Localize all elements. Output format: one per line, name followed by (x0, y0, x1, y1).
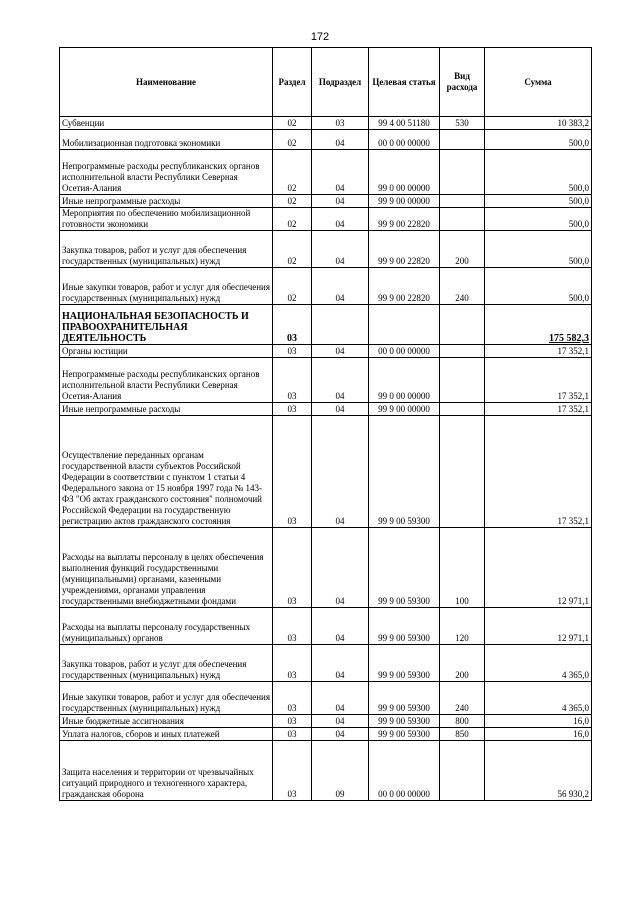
row-section: 02 (273, 231, 312, 268)
row-sum: 500,0 (485, 150, 592, 195)
row-expense-type: 200 (440, 231, 485, 268)
header-sum: Сумма (485, 48, 592, 117)
row-sum: 500,0 (485, 231, 592, 268)
row-section: 02 (273, 208, 312, 231)
row-section: 03 (273, 608, 312, 645)
table-row (60, 117, 592, 130)
row-subsection: 04 (312, 682, 369, 715)
row-sum: 10 383,2 (485, 117, 592, 130)
table-row (60, 728, 592, 741)
row-subsection (312, 305, 369, 345)
row-subsection: 04 (312, 403, 369, 416)
table-row (60, 608, 592, 645)
row-subsection: 04 (312, 608, 369, 645)
row-subsection: 04 (312, 728, 369, 741)
row-target: 00 0 00 00000 (369, 741, 440, 801)
row-target (369, 305, 440, 345)
row-sum: 16,0 (485, 715, 592, 728)
row-target: 99 9 00 59300 (369, 682, 440, 715)
table-row (60, 715, 592, 728)
row-name: Субвенции (60, 117, 273, 130)
row-target: 99 9 00 00000 (369, 403, 440, 416)
row-section: 03 (273, 345, 312, 358)
row-name: Расходы на выплаты персоналу в целях обеспечения выполнения функций государственными (муниципальными) органами, казенными учреждениями, органами управления государственными внебюджетными фондами (60, 528, 273, 608)
row-subsection: 04 (312, 715, 369, 728)
header-section: Раздел (273, 48, 312, 117)
row-section: 02 (273, 195, 312, 208)
row-subsection: 04 (312, 345, 369, 358)
row-expense-type: 100 (440, 528, 485, 608)
row-sum: 175 582,3 (485, 305, 592, 345)
row-name: Иные непрограммные расходы (60, 195, 273, 208)
row-target: 99 9 00 59300 (369, 728, 440, 741)
row-expense-type (440, 150, 485, 195)
row-expense-type (440, 305, 485, 345)
row-section: 02 (273, 150, 312, 195)
row-sum: 4 365,0 (485, 682, 592, 715)
row-subsection: 04 (312, 208, 369, 231)
header-expense-type: Вид расхода (440, 48, 485, 117)
row-target: 99 9 00 22820 (369, 208, 440, 231)
row-name: Защита населения и территории от чрезвычайных ситуаций природного и техногенного характера, гражданская оборона (60, 741, 273, 801)
row-name: Мобилизационная подготовка экономики (60, 130, 273, 150)
header-name: Наименование (60, 48, 273, 117)
row-sum: 17 352,1 (485, 416, 592, 528)
row-expense-type: 240 (440, 682, 485, 715)
header-subsection: Подраздел (312, 48, 369, 117)
row-expense-type (440, 358, 485, 403)
table-row (60, 268, 592, 305)
row-subsection: 03 (312, 117, 369, 130)
row-expense-type: 850 (440, 728, 485, 741)
row-subsection: 04 (312, 268, 369, 305)
row-expense-type (440, 416, 485, 528)
row-section: 03 (273, 728, 312, 741)
row-sum: 17 352,1 (485, 358, 592, 403)
row-name: Закупка товаров, работ и услуг для обеспечения государственных (муниципальных) нужд (60, 645, 273, 682)
row-name: Расходы на выплаты персоналу государственных (муниципальных) органов (60, 608, 273, 645)
row-target: 99 9 00 00000 (369, 195, 440, 208)
row-name: Осуществление переданных органам государственной власти субъектов Российской Федерации в соответствии с пунктом 1 статьи 4 Федерального закона от 15 ноября 1997 года № 143-ФЗ "Об актах гражданского состояния" полномочий Российской Федерации на государственную регистрацию актов гражданского состояния (60, 416, 273, 528)
row-sum: 16,0 (485, 728, 592, 741)
table-row (60, 130, 592, 150)
row-expense-type (440, 741, 485, 801)
row-name: Иные непрограммные расходы (60, 403, 273, 416)
page-number: 172 (310, 31, 330, 43)
row-sum: 12 971,1 (485, 608, 592, 645)
row-subsection: 04 (312, 130, 369, 150)
row-expense-type (440, 208, 485, 231)
row-expense-type: 530 (440, 117, 485, 130)
row-name: Уплата налогов, сборов и иных платежей (60, 728, 273, 741)
row-target: 99 9 00 59300 (369, 528, 440, 608)
row-section: 03 (273, 741, 312, 801)
row-section: 03 (273, 645, 312, 682)
row-sum: 56 930,2 (485, 741, 592, 801)
row-section: 02 (273, 130, 312, 150)
row-target: 00 0 00 00000 (369, 130, 440, 150)
row-section: 02 (273, 268, 312, 305)
table-header-row (60, 48, 592, 117)
table-row (60, 195, 592, 208)
row-section: 03 (273, 715, 312, 728)
row-section: 03 (273, 358, 312, 403)
row-name: Непрограммные расходы республиканских органов исполнительной власти Республики Северная Осетия-Алания (60, 358, 273, 403)
row-subsection: 04 (312, 231, 369, 268)
budget-table (59, 47, 592, 801)
table-row (60, 645, 592, 682)
row-sum: 17 352,1 (485, 345, 592, 358)
row-section: 03 (273, 403, 312, 416)
row-subsection: 09 (312, 741, 369, 801)
row-sum: 500,0 (485, 195, 592, 208)
row-target: 99 9 00 22820 (369, 268, 440, 305)
row-target: 99 9 00 59300 (369, 608, 440, 645)
row-expense-type (440, 345, 485, 358)
row-target: 00 0 00 00000 (369, 345, 440, 358)
table-row (60, 345, 592, 358)
table-row (60, 741, 592, 801)
table-row (60, 358, 592, 403)
row-expense-type (440, 195, 485, 208)
table-row (60, 150, 592, 195)
row-expense-type (440, 130, 485, 150)
row-section: 03 (273, 416, 312, 528)
table-row (60, 416, 592, 528)
row-name: Непрограммные расходы республиканских органов исполнительной власти Республики Северная Осетия-Алания (60, 150, 273, 195)
row-sum: 17 352,1 (485, 403, 592, 416)
row-subsection: 04 (312, 645, 369, 682)
row-sum: 12 971,1 (485, 528, 592, 608)
row-target: 99 0 00 00000 (369, 150, 440, 195)
row-name: Иные закупки товаров, работ и услуг для обеспечения государственных (муниципальных) нужд (60, 682, 273, 715)
table-row (60, 528, 592, 608)
row-section: 03 (273, 682, 312, 715)
row-expense-type: 240 (440, 268, 485, 305)
row-target: 99 4 00 51180 (369, 117, 440, 130)
row-subsection: 04 (312, 195, 369, 208)
table-row (60, 305, 592, 345)
row-subsection: 04 (312, 150, 369, 195)
row-expense-type: 200 (440, 645, 485, 682)
table-row (60, 231, 592, 268)
row-expense-type (440, 403, 485, 416)
row-section: 03 (273, 305, 312, 345)
header-target: Целевая статья (369, 48, 440, 117)
row-target: 99 0 00 00000 (369, 358, 440, 403)
row-section: 03 (273, 528, 312, 608)
row-expense-type: 800 (440, 715, 485, 728)
row-section: 02 (273, 117, 312, 130)
row-subsection: 04 (312, 358, 369, 403)
row-name: Органы юстиции (60, 345, 273, 358)
row-sum: 4 365,0 (485, 645, 592, 682)
row-name: Иные закупки товаров, работ и услуг для обеспечения государственных (муниципальных) нужд (60, 268, 273, 305)
row-name: НАЦИОНАЛЬНАЯ БЕЗОПАСНОСТЬ И ПРАВООХРАНИТЕЛЬНАЯ ДЕЯТЕЛЬНОСТЬ (60, 305, 273, 345)
row-sum: 500,0 (485, 130, 592, 150)
row-subsection: 04 (312, 528, 369, 608)
row-target: 99 9 00 22820 (369, 231, 440, 268)
table-row (60, 208, 592, 231)
row-target: 99 9 00 59300 (369, 715, 440, 728)
row-name: Мероприятия по обеспечению мобилизационной готовности экономики (60, 208, 273, 231)
row-subsection: 04 (312, 416, 369, 528)
row-sum: 500,0 (485, 208, 592, 231)
row-name: Иные бюджетные ассигнования (60, 715, 273, 728)
row-expense-type: 120 (440, 608, 485, 645)
row-target: 99 9 00 59300 (369, 416, 440, 528)
row-name: Закупка товаров, работ и услуг для обеспечения государственных (муниципальных) нужд (60, 231, 273, 268)
table-row (60, 403, 592, 416)
row-target: 99 9 00 59300 (369, 645, 440, 682)
row-sum: 500,0 (485, 268, 592, 305)
table-row (60, 682, 592, 715)
